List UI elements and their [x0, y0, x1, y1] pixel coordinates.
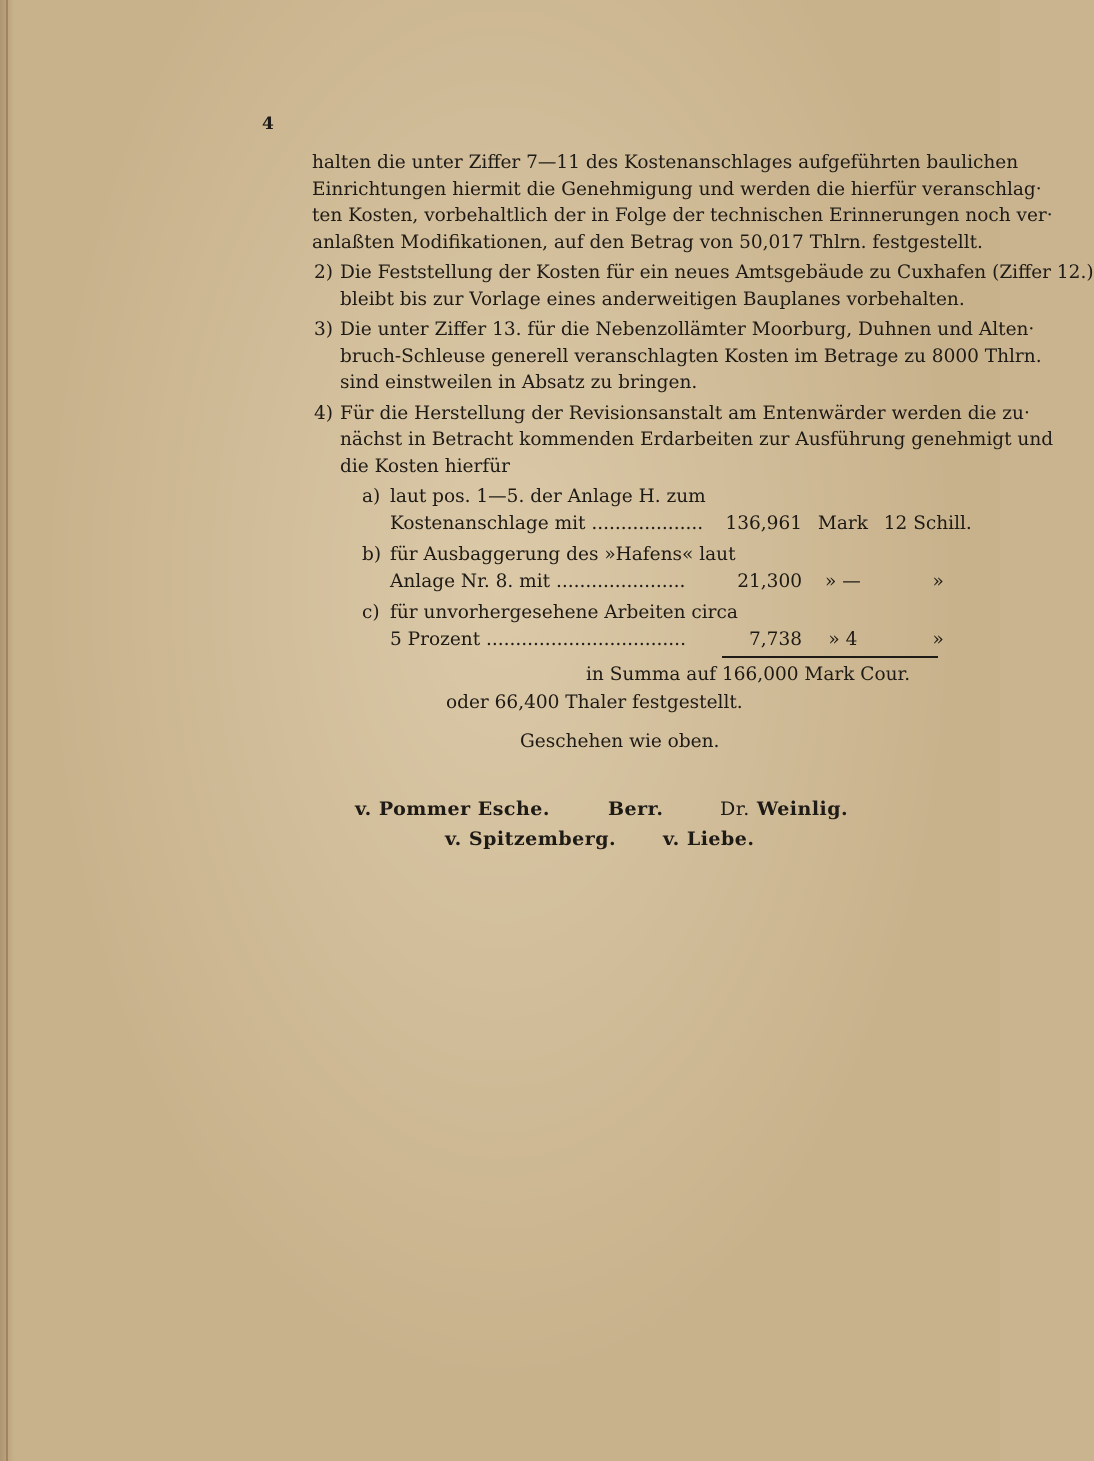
sum-divider [722, 656, 938, 658]
signature-title: Dr. [720, 798, 750, 820]
cost-letter: b) [362, 544, 382, 565]
item-4 [312, 401, 1054, 481]
cost-amount-subunit: » [932, 571, 944, 592]
body-text [312, 150, 1094, 755]
item-line: Die Feststellung der Kosten für ein neues Amtsgebäude zu Cuxhafen (Ziffer 12.) [340, 262, 1094, 283]
cost-amount-value: 7,738 [749, 629, 802, 650]
sum-label: in Summa auf [586, 664, 717, 685]
item-number: 3) [314, 319, 333, 340]
item-line: bruch-Schleuse generell veranschlagten Kosten im Betrage zu 8000 Thlrn. [340, 345, 1042, 367]
cost-amount-unit: Mark [817, 513, 868, 534]
intro-line: ten Kosten, vorbehaltlich der in Folge der technischen Erinnerungen noch ver· [312, 205, 1053, 226]
signature-pommer-esche: v. Pommer Esche. [355, 798, 550, 820]
intro-line: Einrichtungen hiermit die Genehmigung und werden die hierfür veranschlag· [312, 178, 1042, 200]
cost-row-b [312, 542, 944, 600]
intro-line: halten die unter Ziffer 7—11 des Kostenanschlages aufgeführten baulichen [312, 152, 1019, 173]
item-line: bleibt bis zur Vorlage eines anderweitigen Bauplanes vorbehalten. [340, 288, 965, 310]
cost-description: für Ausbaggerung des »Hafens« laut [390, 544, 736, 565]
cost-amount-unit: » — [825, 571, 861, 592]
signature-spitzemberg: v. Spitzemberg. [445, 828, 617, 850]
page-number: 4 [262, 114, 274, 134]
item-number: 4) [314, 402, 333, 424]
cost-row-c [312, 600, 944, 658]
sum-row [312, 662, 938, 690]
signature-name: Weinlig. [756, 798, 849, 820]
sum-value: 166,000 Mark Cour. [722, 664, 911, 685]
signature-berr: Berr. [608, 798, 664, 820]
cost-list [312, 484, 972, 690]
page-gutter [6, 0, 8, 1461]
cost-description-cont: Anlage Nr. 8. mit ...................... [390, 571, 686, 592]
item-line: sind einstweilen in Absatz zu bringen. [340, 372, 698, 393]
cost-amount [722, 627, 944, 654]
item-line: Die unter Ziffer 13. für die Nebenzollämter Moorburg, Duhnen und Alten· [340, 319, 1035, 340]
cost-amount-subunit: » [932, 629, 944, 650]
cost-amount-subunit: 12 Schill. [883, 513, 972, 534]
cost-row-a [312, 484, 972, 542]
cost-description: laut pos. 1—5. der Anlage H. zum [390, 486, 706, 507]
intro-line: anlaßten Modifikationen, auf den Betrag von 50,017 Thlrn. festgestellt. [312, 231, 983, 253]
cost-amount [722, 511, 972, 538]
signature-liebe: v. Liebe. [663, 828, 755, 850]
item-line: die Kosten hierfür [340, 455, 510, 477]
item-number: 2) [314, 262, 333, 283]
item-line: nächst in Betracht kommenden Erdarbeiten zur Ausführung genehmigt und [340, 429, 1054, 450]
cost-description-cont: Kostenanschlage mit ................... [390, 513, 704, 534]
cost-description-cont: 5 Prozent .................................. [390, 629, 686, 650]
cost-amount [722, 569, 944, 596]
cost-letter: c) [362, 602, 380, 623]
signature-weinlig [720, 798, 848, 820]
signature-block [0, 796, 1000, 866]
item-line: Für die Herstellung der Revisionsanstalt am Entenwärder werden die zu· [340, 402, 1030, 424]
item-2 [312, 260, 1094, 313]
cost-amount-value: 21,300 [737, 571, 802, 592]
total-thaler-line: oder 66,400 Thaler festgestellt. [446, 692, 743, 713]
cost-amount-value: 136,961 [725, 513, 802, 534]
cost-description: für unvorhergesehene Arbeiten circa [390, 602, 738, 623]
cost-letter: a) [362, 486, 381, 507]
intro-paragraph [312, 150, 1053, 256]
closing-formula: Geschehen wie oben. [520, 730, 720, 752]
item-3 [312, 317, 1042, 397]
cost-amount-unit: » 4 [828, 629, 858, 650]
